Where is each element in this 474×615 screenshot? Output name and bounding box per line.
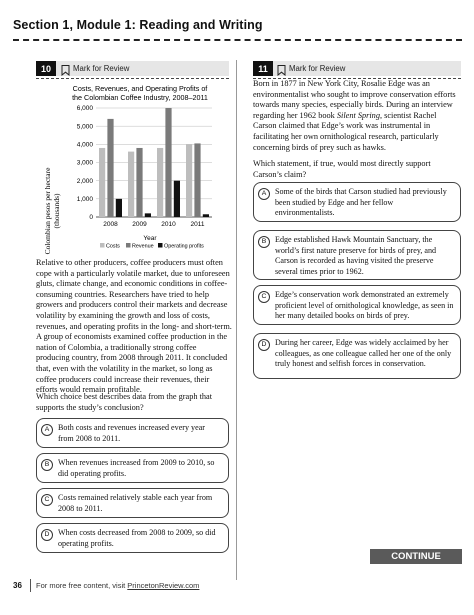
legend-label: Operating profits	[164, 243, 204, 250]
answer-choice-10-b[interactable]	[36, 453, 229, 483]
y-axis-label-line-1: Colombian pesos per hectare	[43, 167, 52, 255]
legend-swatch	[100, 243, 105, 248]
passage-11-part-2: , scientist Rachel Carson claimed that Edge’s work was instrumental in facilitating her own ornithological research, particularly concerning birds of prey such as hawks.	[253, 110, 439, 152]
bar-revenue-2011	[194, 143, 200, 217]
question-10-divider	[36, 78, 229, 79]
legend-label: Revenue	[132, 243, 154, 250]
choice-letter: C	[41, 494, 53, 506]
answer-choice-10-d[interactable]	[36, 523, 229, 553]
column-divider	[236, 60, 237, 580]
chart-title-line-2: the Colombian Coffee Industry, 2008–2011	[72, 93, 208, 102]
x-tick-label: 2009	[132, 221, 147, 228]
bar-revenue-2008	[107, 119, 113, 217]
x-tick-label: 2011	[190, 221, 205, 228]
choice-text: When revenues increased from 2009 to 2010, so did operating profits.	[58, 458, 215, 478]
choice-text: When costs decreased from 2008 to 2009, so did operating profits.	[58, 528, 216, 548]
question-number-10: 10	[36, 61, 56, 76]
y-tick-label: 5,000	[76, 123, 93, 131]
bar-operating-profits-2010	[174, 181, 180, 217]
legend-label: Costs	[106, 243, 120, 250]
footer-divider	[30, 579, 31, 592]
legend-swatch	[126, 243, 131, 248]
choice-text: During her career, Edge was widely acclaimed by her colleagues, as one colleague called her one of the only truly honest and selfish forces in conservation.	[275, 338, 452, 368]
mark-for-review-11[interactable]: Mark for Review	[289, 64, 346, 73]
choice-text: Both costs and revenues increased every year from 2008 to 2011.	[58, 423, 205, 443]
choice-letter: A	[258, 188, 270, 200]
page-number: 36	[13, 581, 22, 590]
section-title: Section 1, Module 1: Reading and Writing	[13, 18, 263, 32]
answer-choice-11-b[interactable]	[253, 230, 461, 280]
x-axis-label: Year	[143, 235, 157, 242]
answer-choice-10-c[interactable]	[36, 488, 229, 518]
choice-text: Edge established Hawk Mountain Sanctuary, the world’s first nature preserve for birds of prey, and Carson is recorded as having visited the preserve several times prior to 1962.	[275, 235, 437, 276]
chart-title-line-1: Costs, Revenues, and Operating Profits of	[72, 84, 208, 93]
princeton-review-link[interactable]: PrincetonReview.com	[127, 581, 200, 590]
bar-operating-profits-2008	[116, 199, 122, 217]
footer-note	[36, 581, 199, 590]
bar-revenue-2009	[136, 148, 142, 217]
y-tick-label: 6,000	[76, 105, 93, 113]
question-11-stem: Which statement, if true, would most directly support Carson’s claim?	[253, 159, 431, 179]
answer-choice-10-a[interactable]	[36, 418, 229, 448]
choice-letter: B	[258, 236, 270, 248]
passage-10: Relative to other producers, coffee producers must often cope with a particularly volatile market, due to unforeseen gluts, climate change, and economic conditions in coffee-consuming countries. Researchers have tried to help growers and producers control their markets and decrease volatility by examining the growth and loss of costs, revenues, and operating profits in the long- and short-term. A group of economists examined coffee production in the nation of Colombia, a traditionally strong coffee producing country, from 2008 through 2011. It concluded that, even with the volatility in the market, so long as coffee producers could increase their revenues, their efforts would remain profitable.	[36, 258, 232, 395]
bar-chart	[36, 80, 232, 255]
bar-revenue-2010	[165, 108, 171, 217]
x-tick-label: 2008	[103, 221, 118, 228]
continue-button[interactable]: CONTINUE	[370, 549, 462, 564]
y-tick-label: 2,000	[76, 177, 93, 185]
bar-operating-profits-2009	[145, 213, 151, 217]
choice-letter: C	[258, 291, 270, 303]
bar-costs-2010	[157, 148, 163, 217]
answer-choice-11-d[interactable]	[253, 333, 461, 379]
question-10-stem: Which choice best describes data from the graph that supports the study’s conclusion?	[36, 392, 213, 412]
book-title: Silent Spring	[336, 110, 380, 120]
question-number-11: 11	[253, 61, 273, 76]
answer-choice-11-c[interactable]	[253, 285, 461, 325]
mark-for-review-10[interactable]: Mark for Review	[73, 64, 130, 73]
choice-text: Costs remained relatively stable each year from 2008 to 2011.	[58, 493, 213, 513]
y-tick-label: 1,000	[76, 196, 93, 204]
bar-costs-2011	[186, 144, 192, 217]
choice-text: Edge’s conservation work demonstrated an extremely proficient level of ornithological knowledge, as seen in her many detailed books on birds of prey.	[275, 290, 454, 320]
choice-letter: D	[41, 529, 53, 541]
choice-letter: A	[41, 424, 53, 436]
bar-costs-2009	[128, 152, 134, 217]
y-tick-label: 0	[89, 214, 93, 222]
footer-text: For more free content, visit	[36, 581, 128, 590]
bar-operating-profits-2011	[203, 214, 209, 217]
y-axis-label-line-2: (thousands)	[52, 193, 61, 229]
answer-choice-11-a[interactable]	[253, 182, 461, 222]
passage-11-part-1: Born in 1877 in New York City, Rosalie Edge was an environmentalist who sought to improve conservation efforts towards many species, especially birds. During an interview regarding her 1962 book	[253, 79, 456, 120]
x-tick-label: 2010	[161, 221, 176, 228]
choice-letter: D	[258, 339, 270, 351]
bar-costs-2008	[99, 148, 105, 217]
legend-swatch	[158, 243, 163, 248]
passage-11	[253, 79, 461, 153]
y-tick-label: 3,000	[76, 159, 93, 167]
y-tick-label: 4,000	[76, 141, 93, 149]
choice-letter: B	[41, 459, 53, 471]
choice-text: Some of the birds that Carson studied had previously been studied by Edge and her fellow environmentalists.	[275, 187, 447, 217]
header-divider	[13, 39, 462, 41]
